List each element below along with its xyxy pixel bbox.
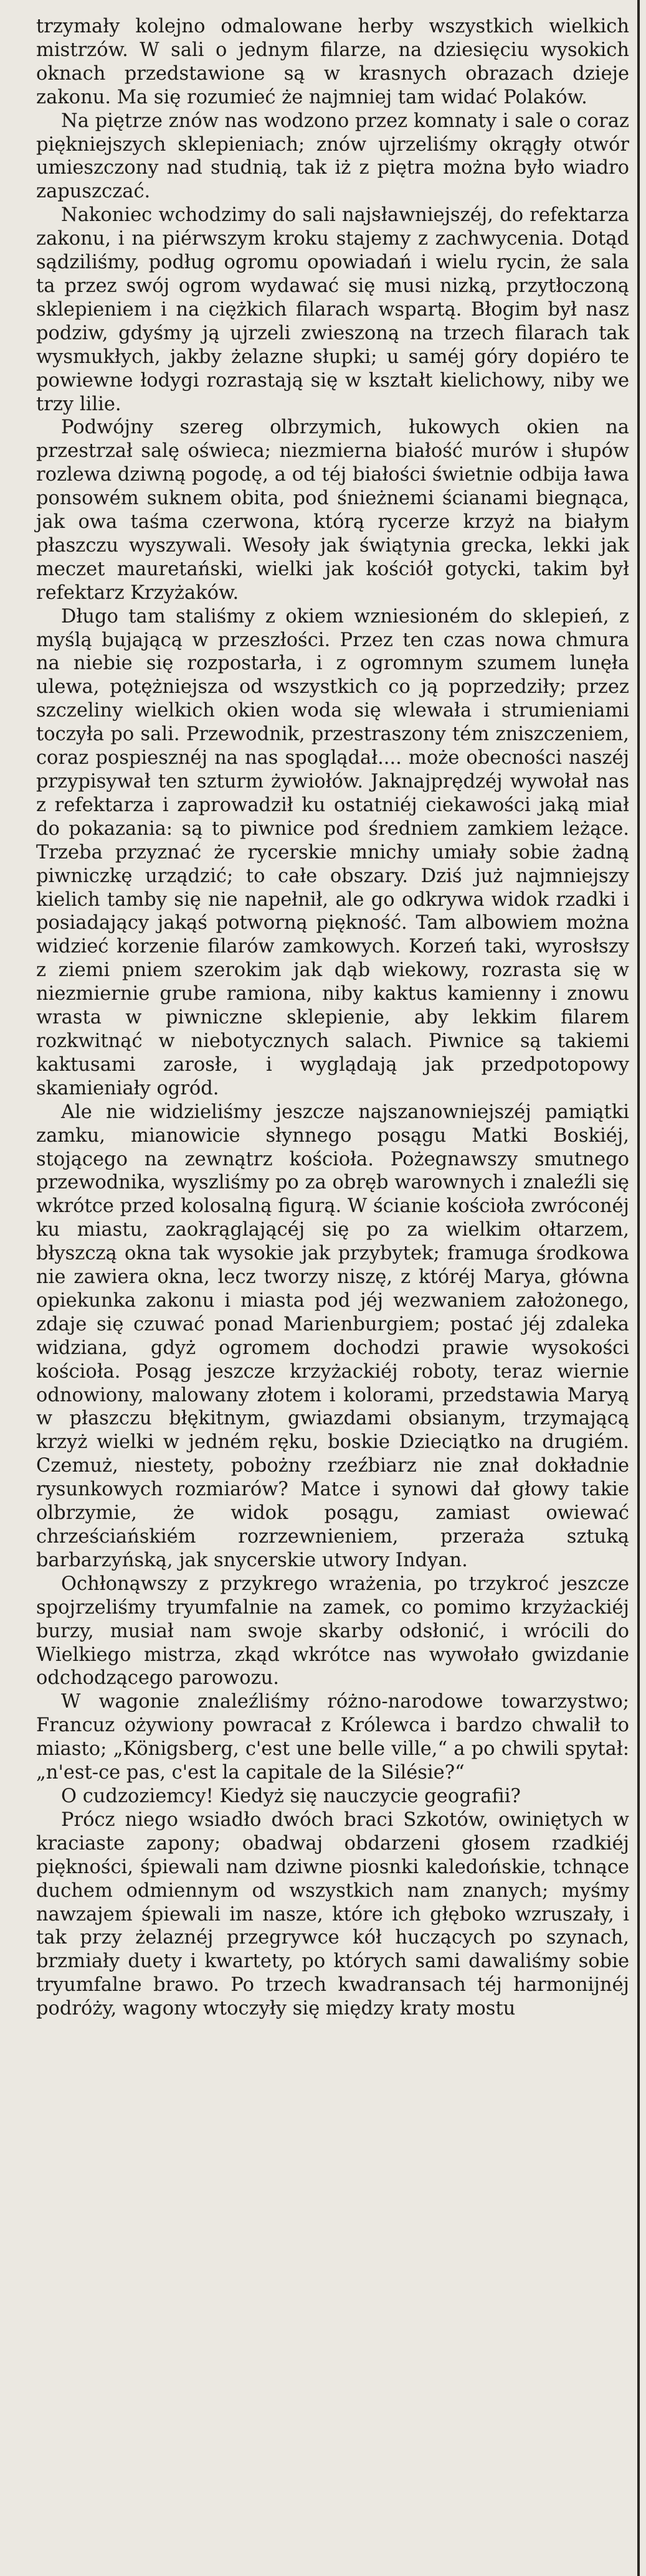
paragraph-4: Podwójny szereg olbrzymich, łukowych okien na przestrzał salę oświeca; niezmierna białość murów i słupów rozlewa dziwną pogodę, a od téj białości świetnie odbija ława ponsowém suknem obita, pod śnieżnemi ścianami biegnąca, jak owa taśma czerwona, którą rycerze krzyż na białym płaszczu wyszywali. Wesoły jak świątynia grecka, lekki jak meczet mauretański, wielki jak kościół gotycki, takim był refektarz Krzyżaków. [36,416,629,604]
article-body [36,15,629,2021]
paragraph-2: Na piętrze znów nas wodzono przez komnaty i sale o coraz piękniejszych sklepieniach; znów ujrzeliśmy okrągły otwór umieszczony nad studnią, tak iż z piętra można było wiadro zapuszczać. [36,110,629,203]
paragraph-6: Ale nie widzieliśmy jeszcze najszanowniejszéj pamiątki zamku, mianowicie słynnego posągu Matki Boskiéj, stojącego na zewnątrz kościoła. Pożegnawszy smutnego przewodnika, wyszliśmy po za obręb warownych i znaleźli się wkrótce przed kolosalną figurą. W ścianie kościoła zwróconéj ku miastu, zaokrąglającéj się po za wielkim ołtarzem, błyszczą okna tak wysokie jak przybytek; framuga środkowa nie zawiera okna, lecz tworzy niszę, z któréj Marya, główna opiekunka zakonu i miasta pod jéj wezwaniem założonego, zdaje się czuwać ponad Marienburgiem; postać jéj zdaleka widziana, gdyż ogromem dochodzi prawie wysokości kościoła. Posąg jeszcze krzyżackiéj roboty, teraz wiernie odnowiony, malowany złotem i kolorami, przedstawia Maryą w płaszczu błękitnym, gwiazdami obsianym, trzymającą krzyż wielki w jedném ręku, boskie Dzieciątko na drugiém. Czemuż, niestety, pobożny rzeźbiarz nie znał dokładnie rysunkowych rozmiarów? Matce i synowi dał głowy takie olbrzymie, że widok posągu, zamiast owiewać chrześciańskiém rozrzewnieniem, przeraża sztuką barbarzyńską, jak snycerskie utwory Indyan. [36,1101,629,1571]
paragraph-5: Długo tam staliśmy z okiem wzniesioném do sklepień, z myślą bujającą w przeszłości. Przez ten czas nowa chmura na niebie się rozpostarła, i z ogromnym szumem lunęła ulewa, potężniejsza od wszystkich co ją poprzedziły; przez szczeliny wielkich okien woda się wlewała i strumieniami toczyła po sali. Przewodnik, przestraszony tém zniszczeniem, coraz pospiesznéj na nas spoglądał.... może obecności naszéj przypisywał ten szturm żywiołów. Jaknajprędzéj wywołał nas z refektarza i zaprowadził ku ostatniéj ciekawości jaką miał do pokazania: są to piwnice pod średniem zamkiem leżące. Trzeba przyznać że rycerskie mnichy umiały sobie żadną piwniczkę urządzić; to całe obszary. Dziś już najmniejszy kielich tamby się nie napełnił, ale go odkrywa widok rzadki i posiadający jakąś potworną piękność. Tam albowiem można widzieć korzenie filarów zamkowych. Korzeń taki, wyrosłszy z ziemi pniem szerokim jak dąb wiekowy, rozrasta się w niezmiernie grube ramiona, niby kaktus kamienny i znowu wrasta w piwniczne sklepienie, aby lekkim filarem rozkwitnąć w niebotycznych salach. Piwnice są takiemi kaktusami zarosłe, i wyglądają jak przedpotopowy skamieniały ogród. [36,605,629,1099]
page-edge-rule [637,0,640,2576]
paragraph-3: Nakoniec wchodzimy do sali najsławniejszéj, do refektarza zakonu, i na piérwszym kroku stajemy z zachwycenia. Dotąd sądziliśmy, podług ogromu opowiadań i wielu rycin, że sala ta przez swój ogrom wydawać się musi nizką, przytłoczoną sklepieniem i na ciężkich filarach wspartą. Błogim był nasz podziw, gdyśmy ją ujrzeli zwieszoną na trzech filarach tak wysmukłych, jakby żelazne słupki; u saméj góry dopiéro te powiewne łodygi rozrastają się w kształt kielichowy, niby we trzy lilie. [36,204,629,415]
paragraph-8: W wagonie znaleźliśmy różno-narodowe towarzystwo; Francuz ożywiony powracał z Królewca i bardzo chwalił to miasto; „Königsberg, c'est une belle ville,“ a po chwili spytał: „n'est-ce pas, c'est la capitale de la Silésie?“ [36,1691,629,1784]
paragraph-7: Ochłonąwszy z przykrego wrażenia, po trzykroć jeszcze spojrzeliśmy tryumfalnie na zamek, co pomimo krzyżackiéj burzy, musiał nam swoje skarby odsłonić, i wrócili do Wielkiego mistrza, zkąd wkrótce nas wywołało gwizdanie odchodzącego parowozu. [36,1572,629,1690]
paragraph-9: O cudzoziemcy! Kiedyż się nauczycie geografii? [61,1785,521,1807]
paragraph-10: Prócz niego wsiadło dwóch braci Szkotów, owiniętych w kraciaste zapony; obadwaj obdarzeni głosem rzadkiéj piękności, śpiewali nam dziwne piosnki kaledońskie, tchnące duchem odmiennym od wszystkich nam znanych; myśmy nawzajem śpiewali im nasze, które ich głęboko wzruszały, i tak przy żelaznéj przegrywce kół huczących po szynach, brzmiały duety i kwartety, po których sami dawaliśmy sobie tryumfalne brawo. Po trzech kwadransach téj harmonijnéj podróży, wagony wtoczyły się między kraty mostu [36,1808,629,2020]
paragraph-1: trzymały kolejno odmalowane herby wszystkich wielkich mistrzów. W sali o jednym filarze, na dziesięciu wysokich oknach przedstawione są w krasnych obrazach dzieje zakonu. Ma się rozumieć że najmniej tam widać Polaków. [36,16,629,108]
